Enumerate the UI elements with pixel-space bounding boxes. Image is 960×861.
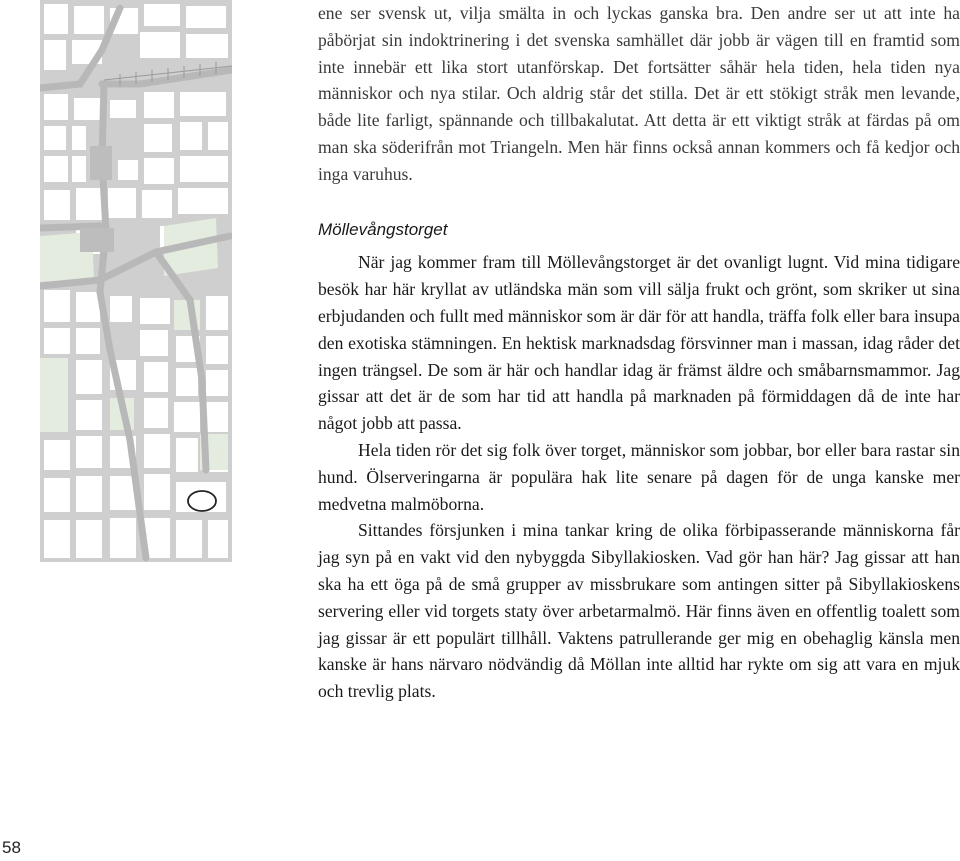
intro-paragraph: ene ser svensk ut, vilja smälta in och lyckas ganska bra. Den andre ser ut att inte ha påbörjat sin indoktrinering i det svenska samhället där jobb är vägen till en framtid som inte innebär ett lika stort utanförskap. Det fortsätter såhär hela tiden, hela tiden nya människor och nya stilar. Och aldrig står det stilla. Det är ett stökigt stråk men levande, både lite farligt, spännande och tillbakalutat. Att detta är ett viktigt stråk at färdas på om man ska söderifrån mot Triangeln. Men här finns också annan kommers och få kedjor och inga varuhus.	[318, 3, 960, 184]
page-number: 58	[2, 838, 21, 857]
street-map-graphic	[40, 0, 232, 562]
body-paragraph: Sittandes försjunken i mina tankar kring de olika förbipasserande människorna får jag syn på en vakt vid den nybyggda Sibyllakiosken. Vad gör han här? Jag gissar att han ska ha ett öga på de små grupper av missbrukare som antingen sitter på Sibyllakioskens servering eller vid torgets staty över arbetarmalmö. Här finns även en offentlig toalett som jag gissar är ett populärt tillhåll. Vaktens patrullerande ger mig en obehaglig känsla men kanske är hans närvaro nödvändig då Möllan inte alltid har rykte om sig att vara en mjuk och trevlig plats.	[318, 520, 960, 702]
article-text	[318, 0, 960, 705]
street-map	[40, 0, 232, 562]
location-marker-icon	[188, 491, 216, 511]
body-paragraph: Hela tiden rör det sig folk över torget, människor som jobbar, bor eller bara rastar sin hund. Ölserveringarna är populära hak lite senare på dagen för de unga kanske mer medvetna malmöborna.	[318, 439, 960, 514]
body-paragraph: När jag kommer fram till Möllevångstorget är det ovanligt lugnt. Vid mina tidigare besök har här kryllat av utländska män som vill sälja frukt och grönt, som skriker ut sina erbjudanden och fullt med människor som är där för att handla, träffa folk eller bara insupa den exotiska stämningen. En hektisk marknadsdag försvinner man i massan, idag råder det ingen trängsel. De som är här och handlar idag är främst äldre och småbarnsmammor. Jag gissar att det är de som har tid att handla på marknaden på förmiddagen då de inte har något jobb att passa.	[318, 252, 960, 434]
section-heading: Möllevångstorget	[318, 219, 448, 239]
